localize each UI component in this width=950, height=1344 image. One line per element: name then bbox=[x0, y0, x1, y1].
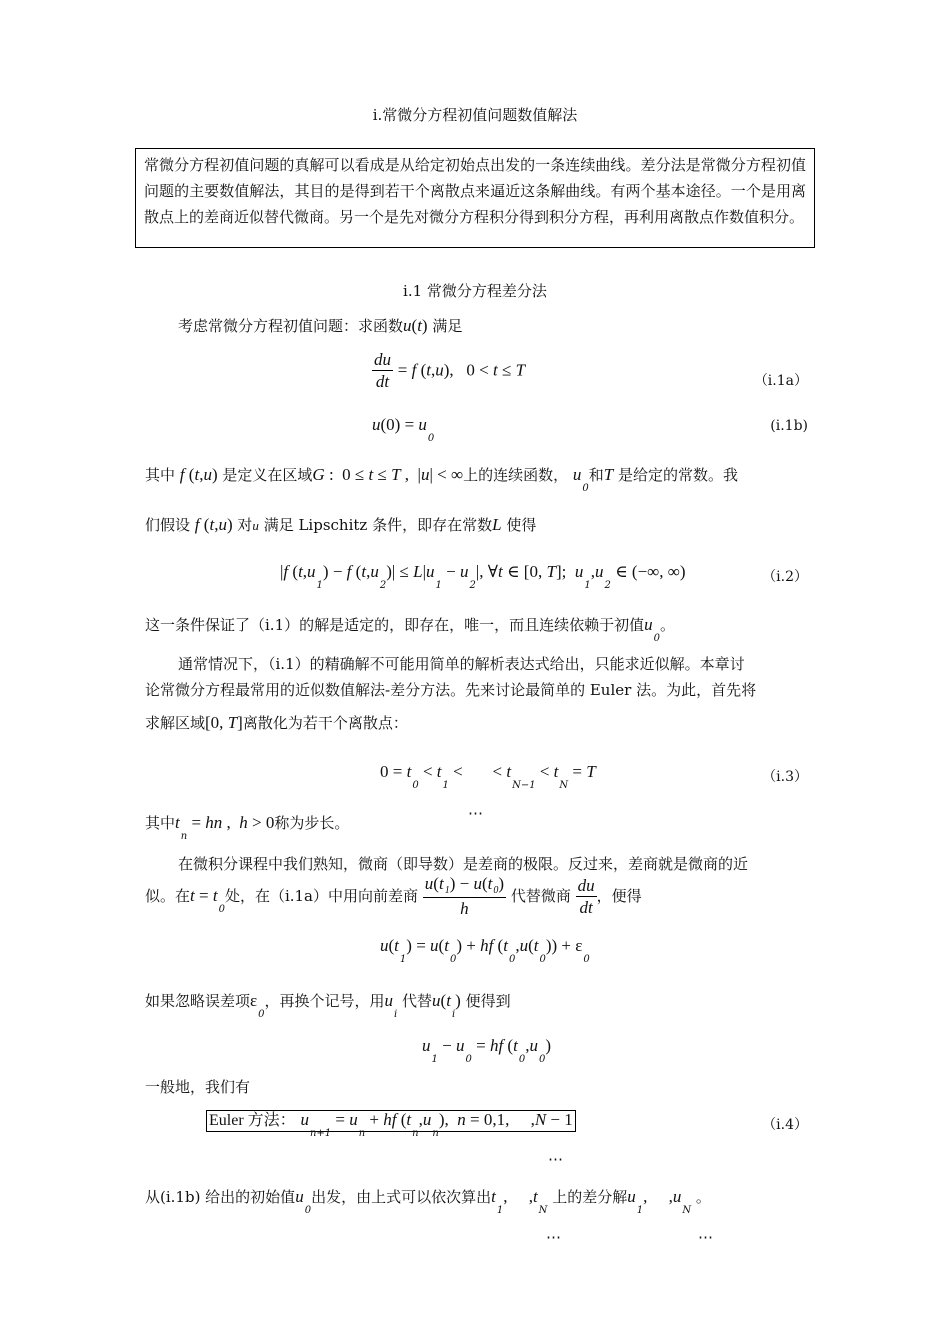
p7-l2-c: 代替微商 bbox=[510, 887, 571, 905]
equation-i4: Euler 方法： $u_{n+1} = u_n$ + hf $(t_n,u_n)$, n = 0,1, ,N − 1 bbox=[206, 1107, 576, 1130]
paragraph-1: 考虑常微分方程初值问题：求函数u(t) 满足 bbox=[178, 316, 463, 335]
page-title: i.常微分方程初值问题数值解法 bbox=[372, 106, 578, 124]
paragraph-5-line-3: 求解区域[0, T]离散化为若干个离散点： bbox=[145, 713, 408, 732]
equation-i3: $0 = t_0 < t_1$ < < $t_{N-1} < t_N = T$ bbox=[380, 762, 596, 791]
paragraph-2: 其中 f (t,u) 是定义在区域G : 0 ≤ t ≤ T , |u| < ∞上的连续函数， $u_0$和T 是给定的常数。我 bbox=[145, 465, 739, 494]
equation-i1a: $\frac{du}{dt}$ = f (t,u), 0 < t ≤ T bbox=[374, 350, 526, 391]
equation-number-i4: （i.4） bbox=[762, 1117, 808, 1133]
p1-end: 满足 bbox=[432, 317, 463, 335]
p2-d: 和 bbox=[588, 466, 604, 484]
paragraph-7-line-2: 似。在$t = t_0$处，在（i.1a）中用向前差商 $\frac{u(t_1) - u(t_0)}{h}$ 代替微商 $\frac{du}{dt}$ ，便得 bbox=[145, 874, 642, 918]
paragraph-4: 这一条件保证了（i.1）的解是适定的，即存在，唯一，而且连续依赖于初值$u_0$。 bbox=[145, 615, 676, 644]
p10-b: 出发，由上式可以依次算出 bbox=[311, 1188, 492, 1206]
equation-i1b: $u(0) = u_0$ bbox=[372, 415, 435, 444]
ellipsis-u: ⋯ bbox=[698, 1228, 713, 1246]
p10-c: 上的差分解 bbox=[552, 1188, 628, 1206]
p2-e: 是给定的常数。我 bbox=[618, 466, 739, 484]
p7-l2-a: 似。在 bbox=[145, 887, 191, 905]
p1-text: 考虑常微分方程初值问题：求函数 bbox=[178, 317, 404, 335]
ellipsis-i3: ⋯ bbox=[468, 804, 483, 822]
p10-a: 从(i.1b) 给出的初始值 bbox=[145, 1188, 296, 1206]
paragraph-6: 其中$t_n$ = hn , h > 0称为步长。 bbox=[145, 813, 350, 842]
p7-l2-b: 处，在（i.1a）中用向前差商 bbox=[224, 887, 419, 905]
paragraph-10: 从(i.1b) 给出的初始值$u_0$出发，由上式可以依次算出$t_1$, $,t_N$ 上的差分解$u_1$, $,u_N$ 。 bbox=[145, 1187, 711, 1216]
p2-c: 上的连续函数， bbox=[463, 466, 569, 484]
p8-a: 如果忽略误差项 bbox=[145, 992, 251, 1010]
equation-number-i3: （i.3） bbox=[762, 769, 808, 785]
p10-d: 。 bbox=[695, 1188, 711, 1206]
ellipsis-t: ⋯ bbox=[546, 1228, 561, 1246]
p4-text: 这一条件保证了（i.1）的解是适定的，即存在，唯一，而且连续依赖于初值 bbox=[145, 616, 645, 634]
p3-a: 们假设 bbox=[145, 516, 191, 534]
p6-b: 称为步长。 bbox=[274, 814, 350, 832]
paragraph-3: 们假设 f (t,u) 对u 满足 Lipschitz 条件，即存在常数L 使得 bbox=[145, 515, 537, 534]
p3-d: 使得 bbox=[506, 516, 537, 534]
p2-b: 是定义在区域 bbox=[222, 466, 313, 484]
p3-c: 满足 Lipschitz 条件，即存在常数 bbox=[263, 516, 493, 534]
ellipsis-i4: ⋯ bbox=[548, 1150, 563, 1168]
paragraph-9: 一般地，我们有 bbox=[145, 1078, 251, 1096]
paragraph-5-line-2: 论常微分方程最常用的近似数值解法-差分方法。先来讨论最简单的 Euler 法。为此，首先将 bbox=[145, 681, 757, 699]
equation-taylor: $u(t_1) = u(t_0)$ + hf $(t_0,u(t_0)) + \varepsilon_0$ bbox=[380, 936, 590, 965]
paragraph-7-line-1: 在微积分课程中我们熟知，微商（即导数）是差商的极限。反过来，差商就是微商的近 bbox=[178, 855, 749, 873]
euler-label: Euler 方法： bbox=[209, 1112, 296, 1129]
paragraph-5-line-1: 通常情况下，（i.1）的精确解不可能用简单的解析表达式给出，只能求近似解。本章讨 bbox=[178, 655, 745, 673]
p6-a: 其中 bbox=[145, 814, 176, 832]
summary-box: 常微分方程初值问题的真解可以看成是从给定初始点出发的一条连续曲线。差分法是常微分方程初值问题的主要数值解法，其目的是得到若干个离散点来逼近这条解曲线。有两个基本途径。一个是用离散点上的差商近似替代微商。另一个是先对微分方程积分得到积分方程，再利用离散点作数值积分。 bbox=[135, 148, 815, 248]
equation-euler-first: $u_1 - u_0$ = hf $(t_0,u_0)$ bbox=[422, 1036, 551, 1065]
equation-number-i1b: (i.1b) bbox=[770, 418, 808, 434]
equation-number-i2: （i.2） bbox=[762, 569, 808, 585]
section-title: i.1 常微分方程差分法 bbox=[403, 282, 547, 300]
equation-i2: |f $(t,u_1) - f$ $(t,u_2)| \le L|u_1 - u_2|$, ∀t ∈ [0, T]; $u_1,u_2$ ∈ (−∞, ∞) bbox=[280, 562, 686, 591]
p8-d: 便得到 bbox=[465, 992, 511, 1010]
paragraph-8: 如果忽略误差项$\varepsilon_0$，再换个记号，用$u_i$ 代替$u(t_i)$ 便得到 bbox=[145, 991, 511, 1020]
p7-l2-d: ，便得 bbox=[596, 887, 642, 905]
p5-l3-a: 求解区域 bbox=[145, 714, 206, 732]
p8-c: 代替 bbox=[402, 992, 433, 1010]
p2-a: 其中 bbox=[145, 466, 176, 484]
p3-b: 对 bbox=[237, 516, 253, 534]
p8-b: ，再换个记号，用 bbox=[264, 992, 385, 1010]
p5-l3-b: 离散化为若干个离散点： bbox=[242, 714, 408, 732]
equation-number-i1a: （i.1a） bbox=[753, 373, 808, 389]
